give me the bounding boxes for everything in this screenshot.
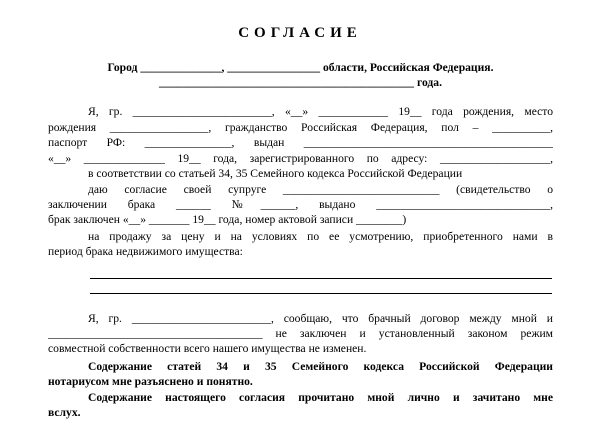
header-line-city: Город ______________, ________________ области, Российская Федерация.: [107, 61, 494, 74]
paragraph-5-line-2: _____________________________________ не заключен и установленный законом режим: [48, 327, 553, 340]
paragraph-1-line-3: паспорт РФ: _______________, выдан ___________________________________________: [48, 136, 553, 149]
paragraph-4-line-2: период брака недвижимого имущества:: [48, 245, 243, 258]
paragraph-7-line-1: Содержание настоящего согласия прочитано мной лично и зачитано мне: [88, 391, 553, 404]
paragraph-4-line-1: на продажу за цену и на условиях по ее усмотрению, приобретенного нами в: [88, 230, 553, 243]
blank-line-1: [90, 278, 552, 279]
paragraph-6-line-2: нотариусом мне разъяснено и понятно.: [48, 375, 253, 388]
paragraph-2-line-1: в соответствии со статьей 34, 35 Семейного кодекса Российской Федерации: [88, 167, 463, 180]
blank-line-2: [90, 293, 552, 294]
paragraph-5-line-1: Я, гр. ________________________, сообщаю, что брачный договор между мной и: [88, 312, 553, 325]
paragraph-1-line-1: Я, гр. ________________________, «__» ____________ 19__ года рождения, место: [88, 105, 553, 118]
document-title: СОГЛАСИЕ: [238, 25, 362, 41]
paragraph-5-line-3: совместной собственности всего нашего имущества не изменен.: [48, 342, 367, 355]
paragraph-1-line-4: «__» ______________ 19__ года, зарегистрированного по адресу: ___________________,: [48, 152, 553, 165]
paragraph-3-line-3: брак заключен «__» _______ 19__ года, номер актовой записи ________): [48, 213, 407, 226]
paragraph-6-line-1: Содержание статей 34 и 35 Семейного кодекса Российской Федерации: [88, 360, 553, 373]
paragraph-3-line-2: заключении брака ______ №______, выдано ______________________________,: [48, 198, 553, 211]
paragraph-3-line-1: даю согласие своей супруге ___________________________ (свидетельство о: [88, 183, 553, 196]
header-line-date: ____________________________________________ года.: [159, 76, 442, 89]
paragraph-7-line-2: вслух.: [48, 406, 81, 419]
paragraph-1-line-2: рождения _________________, гражданство Российская Федерация, пол – __________,: [48, 121, 553, 134]
